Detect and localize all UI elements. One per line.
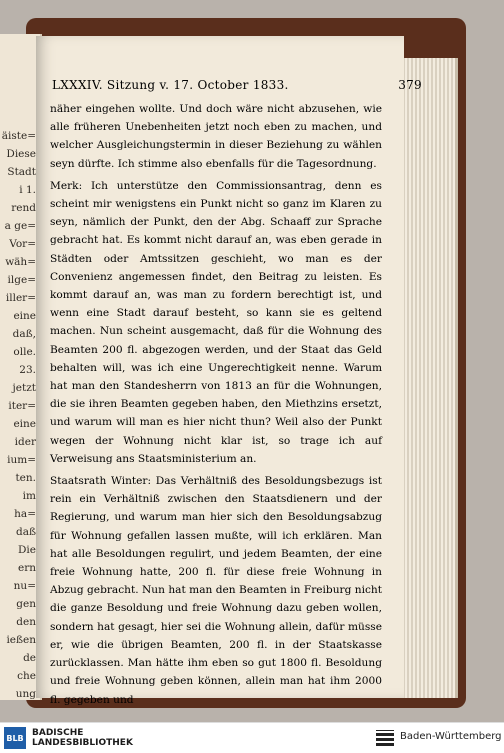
left-margin-fragment: olle. bbox=[13, 346, 36, 358]
left-margin-fragment: ießen bbox=[6, 634, 36, 646]
left-margin-fragment: ten. bbox=[15, 472, 36, 484]
left-margin-fragment: Die bbox=[18, 544, 36, 556]
paragraph-2: Merk: Ich unterstütze den Commissionsantrag, denn es scheint mir wenigstens ein Punkt nicht so ganz im Klaren zu seyn, nämlich der Punkt, den der Abg. Schaaff zur Sprache gebracht hat. Es kommt nicht darauf an, was eben gerade in Städten oder Amtssitzen geschieht, wo man es der Convenienz angemessen findet, den Beitrag zu leisten. Es kommt darauf an, was man zu fordern berechtigt ist, und wenn eine Stadt darauf besteht, so kann sie es geltend machen. Nun scheint ausgemacht, daß für die Wohnung des Beamten 200 fl. abgezogen werden, und der Staat das Geld behalten will, was ich eine Ungerechtigkeit nenne. Warum hat man den Standesherrn von 1813 an für die Wohnungen, die sie ihren Beamten gegeben haben, den Miethzins ersetzt, und warum will man es hier nicht thun? Weil also der Punkt wegen der Wohnung nicht klar ist, so trage ich auf Verweisung ans Staatsministerium an. bbox=[50, 179, 382, 465]
body-text bbox=[50, 100, 382, 713]
left-margin-fragment: iter= bbox=[8, 400, 36, 412]
left-margin-fragment: äiste= bbox=[1, 130, 36, 142]
paragraph-3: Staatsrath Winter: Das Verhältniß des Besoldungsbezugs ist rein ein Verhältniß zwischen den Staatsdienern und der Regierung, und warum man hier sich den Besoldungsabzug für Wohnung gefallen lassen mußte, will ich erklären. Man hat alle Besoldungen regulirt, und jedem Beamten, der eine freie Wohnung hatte, 200 fl. für diese freie Wohnung in Abzug gebracht. Nun hat man den Beamten in Freiburg nicht die ganze Besoldung und freie Wohnung dazu geben wollen, sondern hat gesagt, hier sei die Wohnung allein, dafür müsse er, wie die übrigen Beamten, 200 fl. in der Staatskasse zurücklassen. Man hätte ihm eben so gut 1800 fl. Besoldung und freie Wohnung geben können, allein man hat ihm 2000 fl. gegeben und bbox=[50, 475, 382, 706]
left-margin-fragment: jetzt bbox=[12, 382, 36, 394]
left-margin-fragment: daß, bbox=[12, 328, 36, 340]
left-margin-fragment: ern bbox=[18, 562, 36, 574]
left-margin-fragment: ider bbox=[14, 436, 36, 448]
page-stack bbox=[395, 58, 458, 698]
left-margin-fragment: rend bbox=[11, 202, 36, 214]
left-margin-fragment: ha= bbox=[14, 508, 36, 520]
left-margin-fragment: 23. bbox=[19, 364, 36, 376]
left-margin-fragment: eine bbox=[13, 418, 36, 430]
left-margin-fragment: ung bbox=[15, 688, 36, 700]
left-margin-fragment: iller= bbox=[5, 292, 36, 304]
left-margin-fragment: nu= bbox=[13, 580, 36, 592]
left-margin-fragment: daß bbox=[16, 526, 36, 538]
left-margin-fragment: Vor= bbox=[9, 238, 36, 250]
left-margin-fragment: ilge= bbox=[7, 274, 36, 286]
left-margin-fragment: wäh= bbox=[5, 256, 36, 268]
footer-bar bbox=[0, 722, 504, 753]
header-title: LXXXIV. Sitzung v. 17. October 1833. bbox=[52, 78, 289, 92]
left-margin-fragment: Diese bbox=[6, 148, 36, 160]
left-margin-fragment: den bbox=[16, 616, 36, 628]
bw-logo-icon[interactable] bbox=[376, 730, 394, 746]
paragraph-1: näher eingehen wollte. Und doch wäre nicht abzusehen, wie alle früheren Unebenheiten jetzt noch eben zu machen, und welcher Ausgleichungstermin in dieser Beziehung zu wählen seyn dürfte. Ich stimme also ebenfalls für die Tagesordnung. bbox=[50, 103, 382, 170]
blb-name[interactable]: BADISCHE LANDESBIBLIOTHEK bbox=[32, 728, 133, 748]
left-margin-fragment: che bbox=[17, 670, 36, 682]
bw-name[interactable]: Baden-Württemberg bbox=[400, 731, 502, 742]
page-number: 379 bbox=[398, 78, 422, 92]
left-margin-fragment: i 1. bbox=[19, 184, 36, 196]
blb-logo-icon[interactable]: BLB bbox=[4, 727, 26, 749]
left-margin-fragment: im bbox=[22, 490, 36, 502]
left-margin-fragment: de bbox=[23, 652, 36, 664]
page-header bbox=[52, 78, 422, 92]
left-margin-fragment: eine bbox=[13, 310, 36, 322]
left-margin-fragment: ium= bbox=[7, 454, 36, 466]
left-margin-fragment: a ge= bbox=[4, 220, 36, 232]
left-margin-fragment: Stadt bbox=[7, 166, 36, 178]
left-margin-fragment: gen bbox=[16, 598, 36, 610]
